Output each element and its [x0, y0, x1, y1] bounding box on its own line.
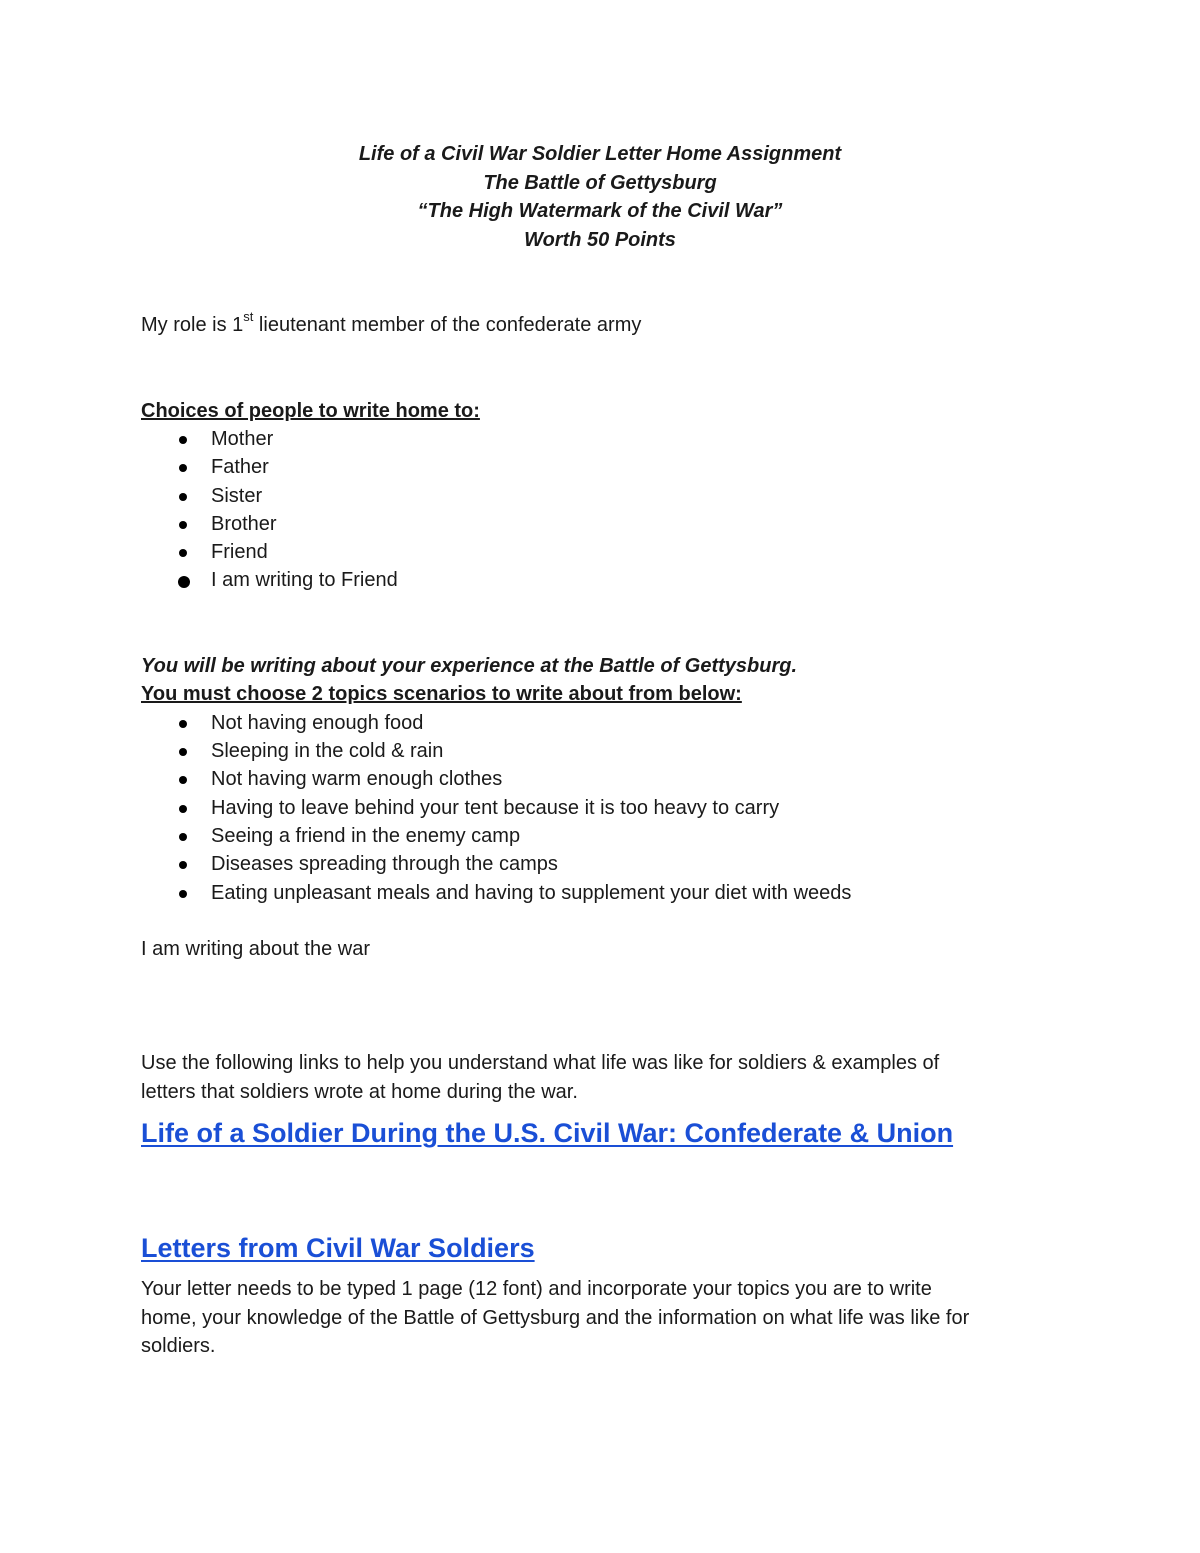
bullet-icon [179, 521, 187, 529]
list-item-label: Diseases spreading through the camps [211, 853, 558, 876]
bullet-icon [178, 576, 190, 588]
list-item-label: Having to leave behind your tent because it is too heavy to carry [211, 796, 780, 819]
bullet-icon [179, 549, 187, 557]
list-item [141, 510, 1061, 538]
list-item-label: Friend [211, 541, 268, 564]
choices-list [141, 425, 1061, 595]
list-item-label: Sister [211, 484, 263, 507]
list-item [141, 879, 1061, 907]
list-item-label: Not having enough food [211, 711, 424, 734]
closing-line: soldiers. [141, 1335, 216, 1358]
assignment-title: Life of a Civil War Soldier Letter Home Assignment [358, 143, 842, 165]
role-suffix: lieutenant member of the confederate army [253, 314, 642, 336]
life-of-soldier-link[interactable]: Life of a Soldier During the U.S. Civil War: Confederate & Union [141, 1118, 954, 1149]
bullet-icon [179, 833, 187, 841]
links-intro [141, 1049, 1061, 1106]
list-item [141, 482, 1061, 510]
bullet-icon [179, 493, 187, 501]
bullet-icon [179, 436, 187, 444]
list-item-label: Eating unpleasant meals and having to supplement your diet with weeds [211, 881, 852, 904]
closing-line: Your letter needs to be typed 1 page (12 font) and incorporate your topics you are to write [141, 1278, 932, 1301]
bullet-icon [179, 861, 187, 869]
role-superscript: st [243, 309, 254, 325]
topics-intro: You will be writing about your experience at the Battle of Gettysburg. [141, 654, 798, 677]
list-item [141, 453, 1061, 481]
bullet-icon [179, 464, 187, 472]
battle-subtitle: The Battle of Gettysburg [483, 171, 717, 194]
list-item-label: Father [211, 456, 269, 479]
list-item [141, 538, 1061, 566]
list-item-label: Not having warm enough clothes [211, 768, 503, 791]
links-intro-line: Use the following links to help you understand what life was like for soldiers & examples of [141, 1052, 940, 1075]
list-item-label: Brother [211, 512, 277, 535]
bullet-icon [179, 720, 187, 728]
bullet-icon [179, 805, 187, 813]
closing-instructions [141, 1275, 1061, 1361]
list-item [141, 737, 1061, 765]
list-item-label: Mother [211, 428, 274, 450]
document-page [141, 140, 1061, 1361]
choices-heading: Choices of people to write home to: [141, 399, 480, 422]
list-item-label: Sleeping in the cold & rain [211, 740, 444, 763]
list-item [141, 765, 1061, 793]
links-intro-line: letters that soldiers wrote at home during the war. [141, 1080, 578, 1103]
list-item [141, 566, 1061, 594]
list-item [141, 425, 1061, 453]
title-block [140, 140, 1060, 254]
topics-heading: You must choose 2 topics scenarios to write about from below: [141, 683, 742, 706]
watermark-subtitle: “The High Watermark of the Civil War” [417, 200, 783, 222]
list-item-label: I am writing to Friend [211, 569, 398, 592]
list-item [141, 822, 1061, 850]
list-item-label: Seeing a friend in the enemy camp [211, 824, 521, 847]
letters-from-soldiers-link[interactable]: Letters from Civil War Soldiers [141, 1232, 535, 1263]
bullet-icon [179, 890, 187, 898]
bullet-icon [179, 748, 187, 756]
closing-line: home, your knowledge of the Battle of Gettysburg and the information on what life was like for [141, 1306, 970, 1329]
list-item [141, 850, 1061, 878]
points-value: Worth 50 Points [524, 228, 676, 251]
topics-list [141, 709, 1061, 907]
writing-about-statement: I am writing about the war [141, 937, 370, 960]
role-prefix: My role is 1 [141, 314, 244, 336]
list-item [141, 709, 1061, 737]
list-item [141, 794, 1061, 822]
role-statement [141, 311, 1061, 340]
bullet-icon [179, 776, 187, 784]
